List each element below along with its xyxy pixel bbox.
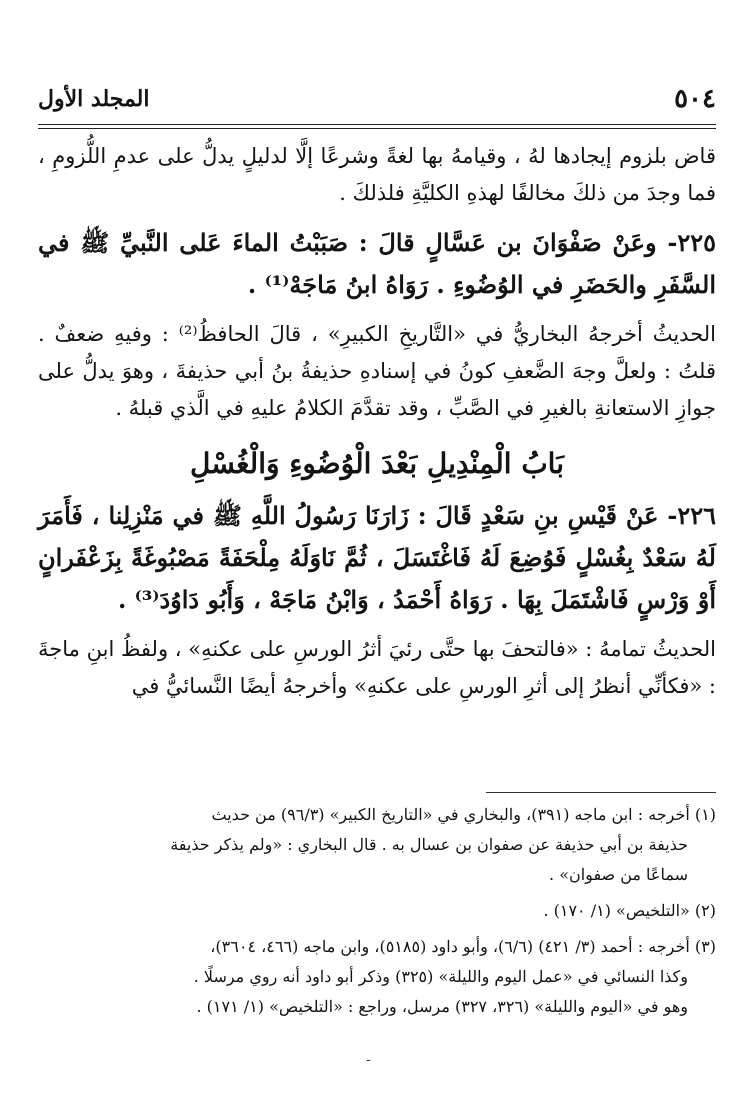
hadith-225: ٢٢٥- وعَنْ صَفْوَانَ بن عَسَّالٍ قالَ : صَبَبْتُ الماءَ عَلى النَّبيِّ ﷺ في السَّفَرِ والحَضَرِ في الوُضُوءِ . رَوَاهُ ابنُ مَاجَهْ⁽¹⁾ .: [38, 228, 716, 299]
footnote-2: [38, 896, 716, 926]
footnote-line: (٢) «التلخيص» (١/ ١٧٠) .: [543, 901, 716, 920]
commentary-225: الحديثُ أخرجهُ البخاريُّ في «التَّاريخِ الكبيرِ» ، قالَ الحافظُ⁽²⁾ : وفيهِ ضعفٌ . قلتُ : ولعلَّ وجهَ الضَّعفِ كونُ في إسنادهِ حذيفةُ بنُ أبي حذيفةَ ، وهوَ يدلُّ على جوازِ الاستعانةِ بالغيرِ في الصَّبِّ ، وقد تقدَّمَ الكلامُ عليهِ في الَّذي قبلهُ .: [38, 322, 716, 420]
header-rule-thin: [38, 128, 716, 129]
footnote-line: (٣) أخرجه : أحمد (٣/ ٤٢١) (٦/٦)، وأبو داود (٥١٨٥)، وابن ماجه (٤٦٦، ٣٦٠٤)،: [210, 937, 716, 956]
page-bottom-mark: -: [366, 1052, 371, 1068]
footnote-line: وهو في «اليوم والليلة» (٣٢٦، ٣٢٧) مرسل، وراجع : «التلخيص» (١/ ١٧١) .: [196, 997, 688, 1016]
footnote-line: حذيفة بن أبي حذيفة عن صفوان بن عسال به . قال البخاري : «ولم يذكر حذيفة: [170, 835, 688, 854]
footnote-separator: [486, 792, 716, 793]
footnote-line: وكذا النسائي في «عمل اليوم والليلة» (٣٢٥) وذكر أبو داود أنه روي مرسلًا .: [193, 967, 688, 986]
footnote-line: سماعًا من صفوان» .: [549, 865, 688, 884]
paragraph-continuation: قاض بلزوم إيجادها لهُ ، وقيامهُ بها لغةً وشرعًا إلَّا لدليلٍ يدلُّ على عدمِ اللُّزومِ ، فما وجدَ من ذلكَ مخالفًا لهذهِ الكليَّةِ فلذلكَ .: [38, 144, 716, 205]
chapter-title: بَابُ الْمِنْدِيلِ بَعْدَ الْوُضُوءِ وَالْغُسْلِ: [189, 447, 565, 480]
header-rule: [38, 124, 716, 125]
footnote-line: (١) أخرجه : ابن ماجه (٣٩١)، والبخاري في «التاريخ الكبير» (٩٦/٣) من حديث: [211, 805, 716, 824]
main-text: [38, 138, 716, 715]
page-number: ٥٠٤: [674, 84, 716, 114]
page-header: [38, 84, 716, 124]
footnotes: [38, 800, 716, 1028]
footnote-3: [38, 932, 716, 1022]
commentary-226: الحديثُ تمامهُ : «فالتحفَ بها حتَّى رئيَ أثرُ الورسِ على عكنهِ» ، ولفظُ ابنِ ماجةَ : «فكأنِّي أنظرُ إلى أثرِ الورسِ على عكنهِ» وأخرجهُ أيضًا النَّسائيُّ في: [38, 637, 716, 698]
hadith-226: ٢٢٦- عَنْ قَيْسِ بنِ سَعْدٍ قَالَ : زَارَنَا رَسُولُ اللَّهِ ﷺ في مَنْزِلِنا ، فَأَمَرَ لَهُ سَعْدٌ بِغُسْلٍ فَوُضِعَ لَهُ فَاغْتَسَلَ ، ثُمَّ نَاوَلَهُ مِلْحَفَةً مَصْبُوغَةً بِزَعْفَرانٍ أَوْ وَرْسٍ فَاشْتَمَلَ بِهَا . رَوَاهُ أَحْمَدُ ، وَابْنُ مَاجَهْ ، وَأَبُو دَاوُدَ⁽³⁾ .: [38, 501, 716, 614]
footnote-1: [38, 800, 716, 890]
volume-title: المجلد الأول: [38, 86, 150, 112]
